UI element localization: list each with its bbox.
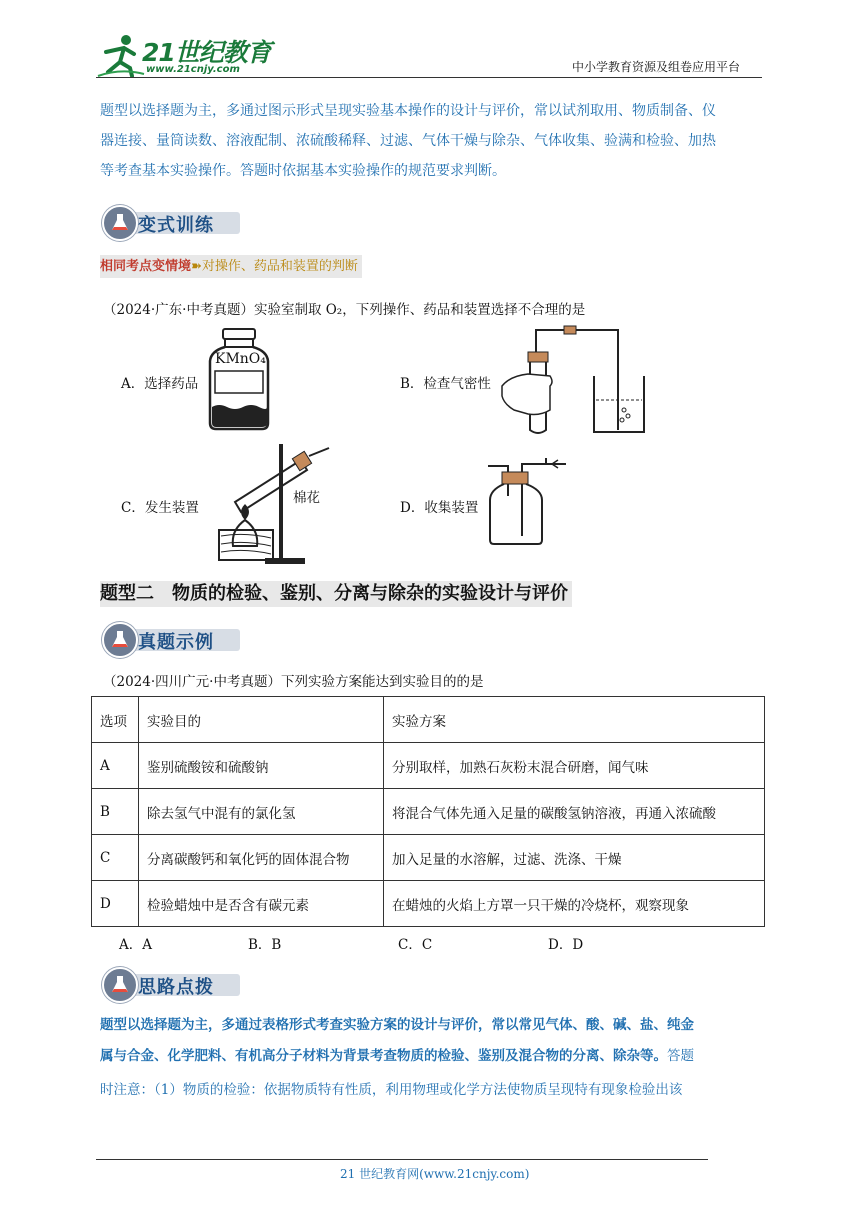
table-cell: 鉴别硫酸铵和硫酸钠 xyxy=(139,743,384,789)
badge-variant-training: 变式训练 xyxy=(102,205,242,239)
header-cell: 实验方案 xyxy=(384,697,765,743)
footer-divider xyxy=(96,1159,708,1160)
question-1-stem: （2024·广东·中考真题）实验室制取 O₂，下列操作、药品和装置选择不合理的是 xyxy=(103,302,586,318)
table-row xyxy=(92,789,765,835)
intro-line: 器连接、量筒读数、溶液配制、浓硫酸稀释、过滤、气体干燥与除杂、气体收集、验满和检验、加热 xyxy=(100,133,716,149)
badge-real-exam: 真题示例 xyxy=(102,622,242,656)
tips-line: 题型以选择题为主，多通过表格形式考查实验方案的设计与评价，常以常见气体、酸、碱、盐、纯金 xyxy=(100,1017,694,1033)
choice-b: B．B xyxy=(248,937,282,953)
flask-icon xyxy=(102,967,138,1003)
intro-line: 等考查基本实验操作。答题时依据基本实验操作的规范要求判断。 xyxy=(100,163,506,179)
choice-c: C．C xyxy=(398,937,433,953)
logo-url: www.21cnjy.com xyxy=(146,64,240,75)
option-c: C．发生装置 xyxy=(121,500,199,516)
table-cell: 除去氢气中混有的氯化氢 xyxy=(139,789,384,835)
footer-text: 21 世纪教育网(www.21cnjy.com) xyxy=(340,1167,530,1181)
question-2-stem: （2024·四川广元·中考真题）下列实验方案能达到实验目的的是 xyxy=(103,674,484,690)
gas-collection-figure xyxy=(486,456,568,546)
option-d: D．收集装置 xyxy=(400,500,479,516)
table-cell: B xyxy=(92,789,139,835)
table-cell: D xyxy=(92,881,139,927)
table-header-row xyxy=(92,697,765,743)
table-cell: 将混合气体先通入足量的碳酸氢钠溶液，再通入浓硫酸 xyxy=(384,789,765,835)
choice-a: A．A xyxy=(119,937,152,953)
topic-highlight: 相同考点变情境➽对操作、药品和装置的判断 xyxy=(100,255,362,278)
table-cell: C xyxy=(92,835,139,881)
table-cell: 分离碳酸钙和氧化钙的固体混合物 xyxy=(139,835,384,881)
table-cell: A xyxy=(92,743,139,789)
choice-d: D．D xyxy=(548,937,584,953)
badge-thinking-tips: 思路点拨 xyxy=(102,967,242,1001)
table-cell: 分别取样，加熟石灰粉末混合研磨，闻气味 xyxy=(384,743,765,789)
flask-icon xyxy=(102,205,138,241)
tips-paragraph xyxy=(100,1012,764,1108)
section-2-title: 题型二 物质的检验、鉴别、分离与除杂的实验设计与评价 xyxy=(100,581,572,607)
intro-paragraph xyxy=(100,96,764,186)
reagent-bottle-figure xyxy=(207,327,271,431)
header-cell: 实验目的 xyxy=(139,697,384,743)
answer-choices xyxy=(0,933,860,953)
table-cell: 加入足量的水溶解，过滤、洗涤、干燥 xyxy=(384,835,765,881)
option-b: B．检查气密性 xyxy=(400,376,491,392)
platform-name: 中小学教育资源及组卷应用平台 xyxy=(572,60,741,74)
table-row xyxy=(92,835,765,881)
table-cell: 检验蜡烛中是否含有碳元素 xyxy=(139,881,384,927)
table-row xyxy=(92,743,765,789)
flask-icon xyxy=(102,622,138,658)
header-cell: 选项 xyxy=(92,697,139,743)
table-cell: 在蜡烛的火焰上方罩一只干燥的冷烧杯，观察现象 xyxy=(384,881,765,927)
intro-line: 题型以选择题为主，多通过图示形式呈现实验基本操作的设计与评价，常以试剂取用、物质制备、仪 xyxy=(100,103,716,119)
airtightness-check-figure xyxy=(500,320,650,436)
runner-logo-icon xyxy=(96,32,146,78)
tips-line: 时注意：（1）物质的检验：依据物质特有性质，利用物理或化学方法使物质呈现特有现象检验出该 xyxy=(100,1082,683,1098)
table-row xyxy=(92,881,765,927)
option-a: A．选择药品 xyxy=(121,376,199,392)
header-divider xyxy=(96,77,762,78)
experiment-table xyxy=(91,696,765,927)
bottle-label: KMnO₄ xyxy=(215,351,266,367)
cotton-label: 棉花 xyxy=(293,490,320,506)
tips-line: 属与合金、化学肥料、有机高分子材料为背景考查物质的检验、鉴别及混合物的分离、除杂等。答题 xyxy=(100,1048,694,1064)
logo-text: 21世纪教育 xyxy=(142,38,271,67)
